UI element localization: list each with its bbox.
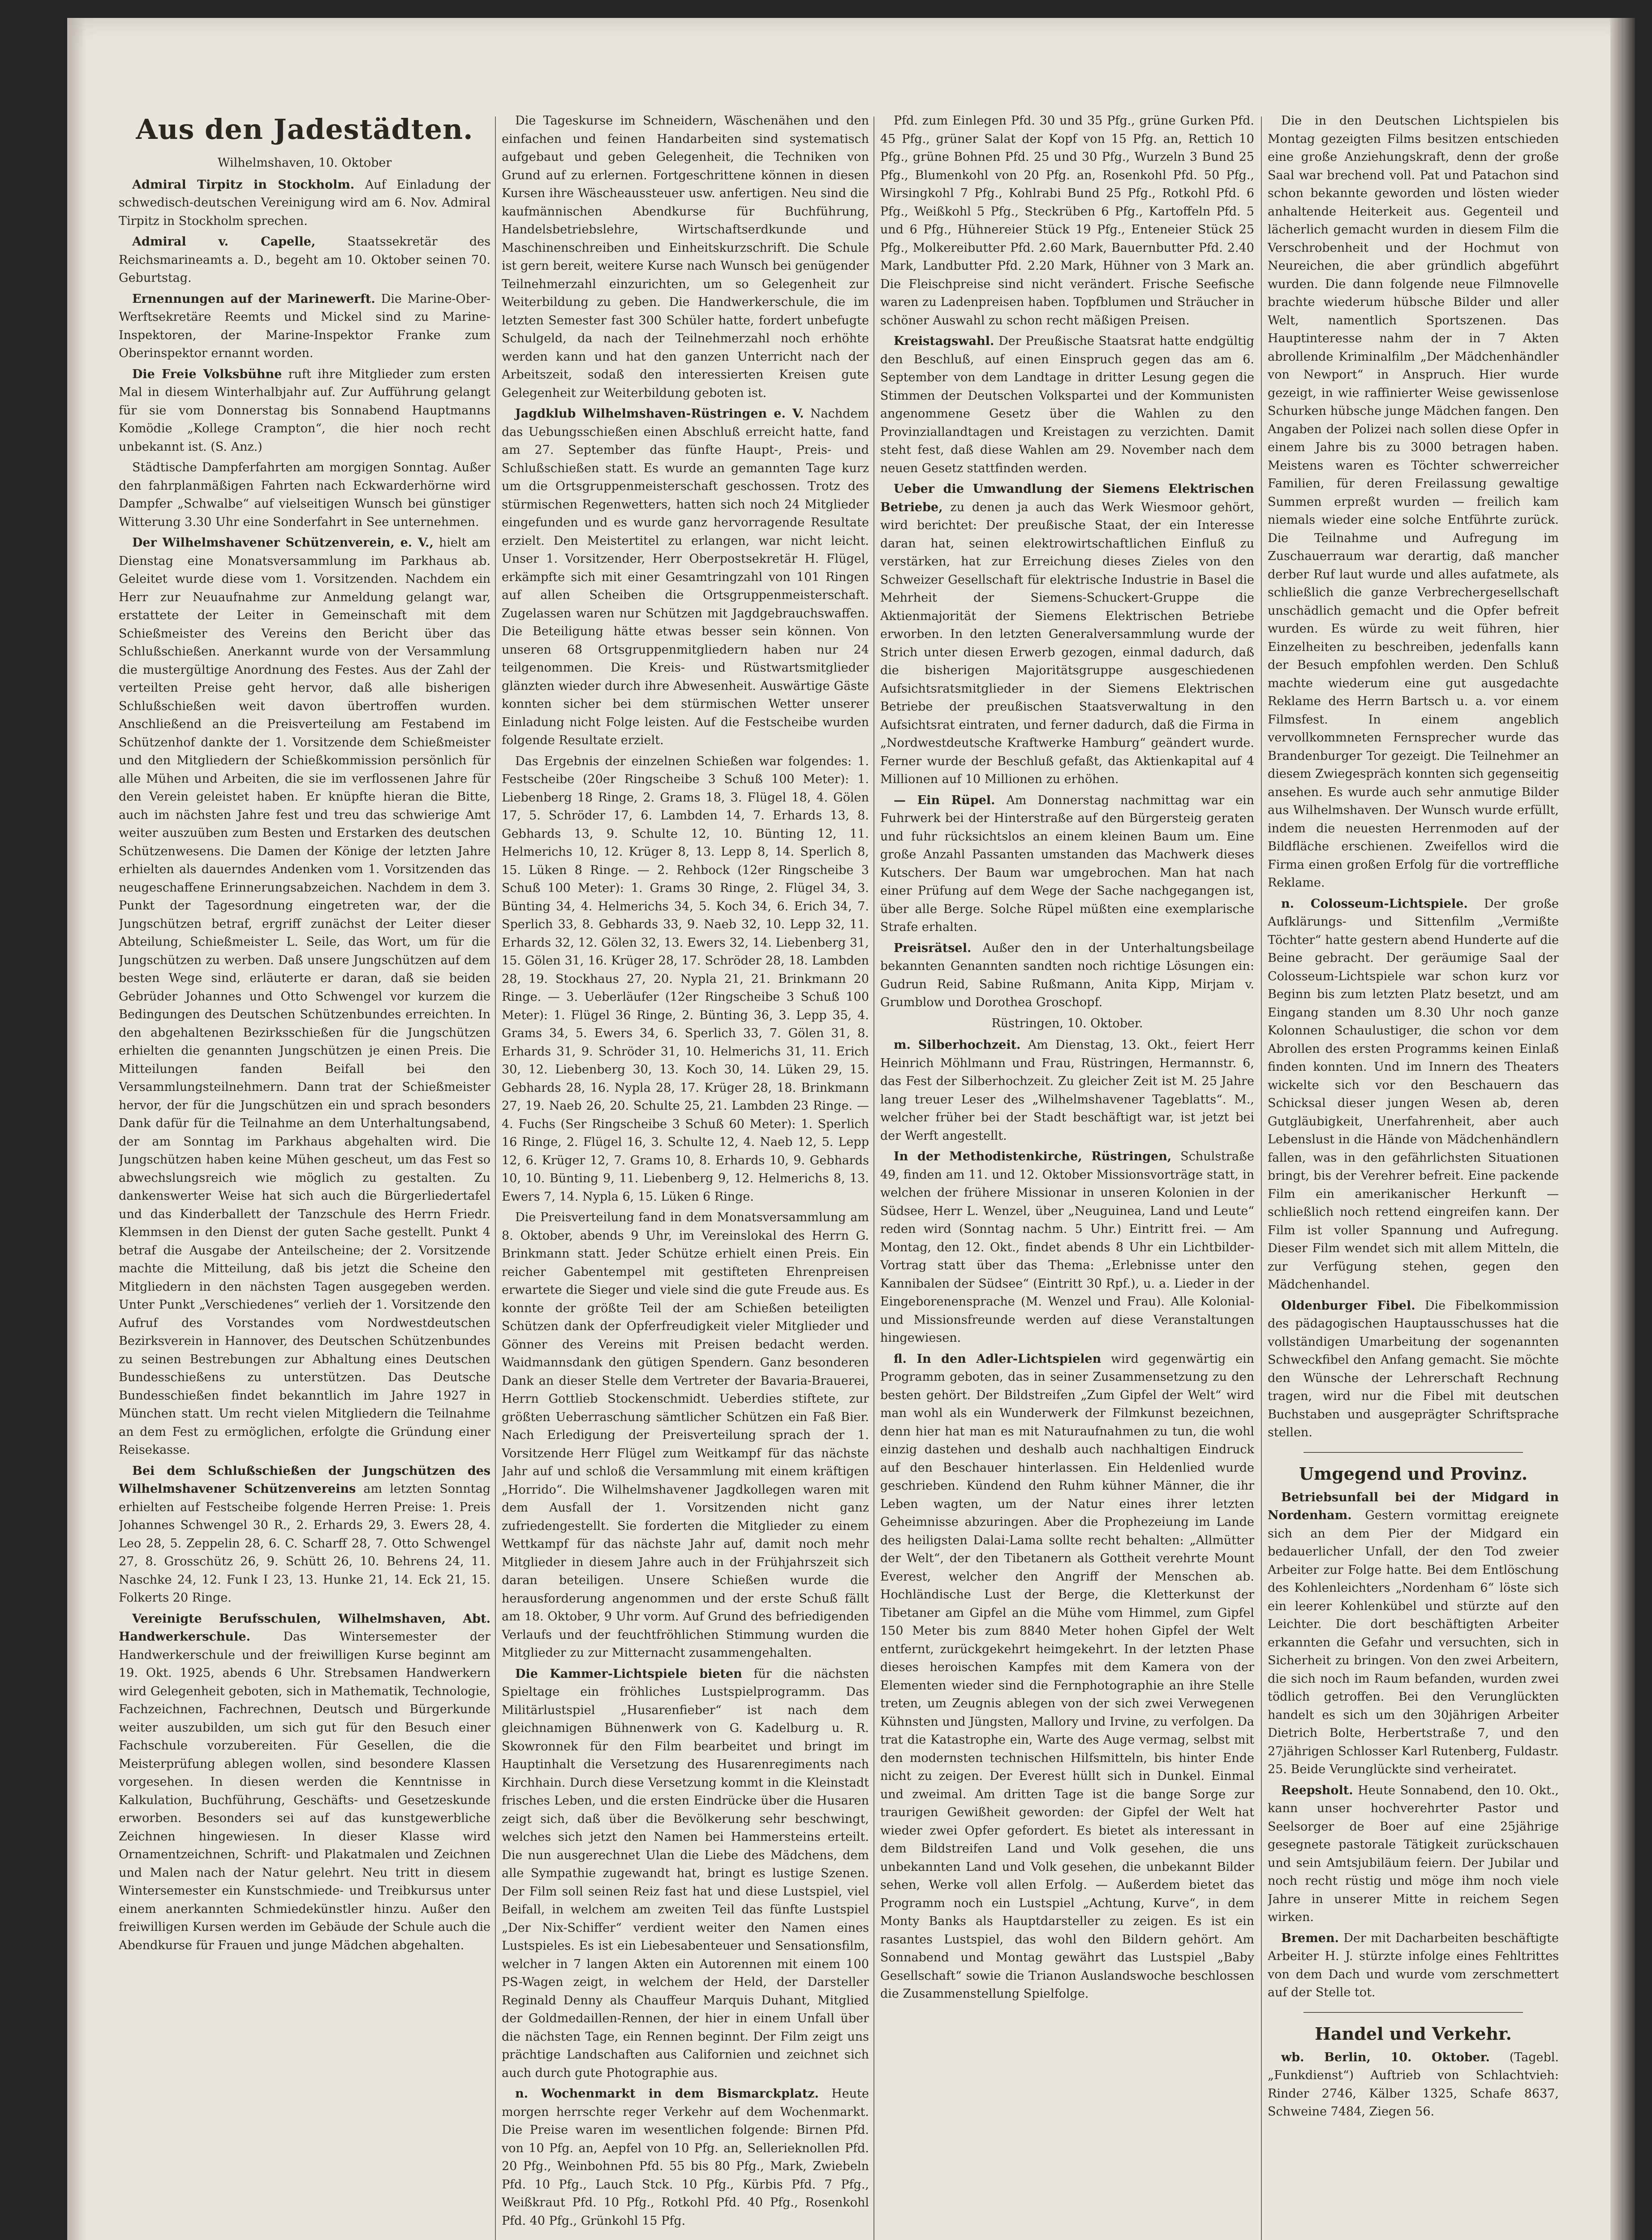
article-lead: n. Colosseum-Lichtspiele. [1281,896,1468,911]
article-lead: Die Kammer-Lichtspiele bieten [515,1667,742,1681]
article-text: zu denen ja auch das Werk Wiesmoor gehört, wird berichtet: Der preußische Staat, der ein Interesse daran hat, seinen elektrowirtschaftlichen Einfluß zu verstärken, hat zur Erreichung dieses Zieles von den Schweizer Gesellschaft für elektrische Industrie in Basel die Mehrheit der Siemens-Schuckert-Gruppe die Aktienmajorität der Siemens Elektrischen Betriebe erworben. In den letzten Generalversammlung wurde der Strich unter diesen Erwerb gezogen, einmal dadurch, daß die bisherigen Majoritätsgruppe ausgeschiedenen Aufsichtsratsmitglieder in der Siemens Elektrischen Betriebe der preußischen Staatsverwaltung in den Aufsichtsrat eintraten, und ferner dadurch, daß die Firma in „Nordwestdeutsche Kraftwerke Hamburg“ geändert wurde. Ferner wurde der Beschluß gefaßt, das Aktienkapital auf 4 Millionen auf 10 Millionen zu erhöhen. [880,500,1254,786]
article-paragraph [119,534,490,1460]
article-text: Die Marine-Ober-Werftsekretäre Reemts und Mickel sind zu Marine-Inspektoren, der Marine-Inspektor Franke zum Oberinspektor ernannt worden. [119,292,490,360]
column-3 [880,112,1254,2240]
article-text: Am Donnerstag nachmittag war ein Fuhrwerk bei der Hinterstraße auf den Bürgersteig geraten und fuhr rücksichtslos an einem kleinen Baum um. Eine große Anzahl Passanten umstanden das Machwerk dieses Kutschers. Der Baum war umgebrochen. Man hat nach einer Prüfung auf dem Wege der Sache nachgegangen ist, über alle Berge. Solche Rüpel müßten eine exemplarische Strafe erhalten. [880,793,1254,934]
article-lead: Ueber die Umwandlung der Siemens Elektrischen Betriebe, [880,482,1254,514]
article-lead: wb. Berlin, 10. Oktober. [1281,2050,1490,2064]
column-2-articles [502,112,869,2230]
article-text: Außer den in der Unterhaltungsbeilage bekannten Genannten sandten noch richtige Lösungen ein: Gudrun Reid, Sabine Rußmann, Anita Kipp, Mirjam v. Grumblow und Dorothea Groschopf. [880,941,1254,1009]
article-lead: Vereinigte Berufsschulen, Wilhelmshaven, Abt. Handwerkerschule. [119,1611,490,1644]
article-lead: Die Freie Volksbühne [132,367,282,381]
article-paragraph [502,2085,869,2230]
dateline: Rüstringen, 10. Oktober. [991,1016,1143,1030]
article-text: Heute morgen herrschte reger Verkehr auf dem Wochenmarkt. Die Preise waren im wesentlichen folgende: Birnen Pfd. von 10 Pfg. an, Aepfel von 10 Pfg. an, Sellerieknollen Pfd. 20 Pfg., Weinbohnen Pfd. 55 bis 80 Pfg., Mark, Zwiebeln Pfd. 10 Pfg., Lauch Stck. 10 Pfg., Kürbis Pfd. 7 Pfg., Weißkraut Pfd. 10 Pfg., Rotkohl Pfd. 40 Pfg., Rosenkohl Pfd. 40 Pfg., Grünkohl 15 Pfg. [502,2087,869,2228]
article-text: Der große Aufklärungs- und Sittenfilm „Vermißte Töchter“ hatte gestern abend Hunderte auf die Beine gebracht. Der geräumige Saal der Colosseum-Lichtspiele war schon kurz vor Beginn bis zum letzten Platz besetzt, und am Eingang standen um 8.30 Uhr noch ganze Kolonnen Schaulustiger, die schon vor dem Abrollen des ersten Programms keinen Einlaß finden konnten. Und im Innern des Theaters wickelte sich vor den Beschauern das Schicksal dieser jungen Wesen ab, deren Gutgläubigkeit, Unerfahrenheit, aber auch Lebenslust in die Hände von Mädchenhändlern fallen, was in den gefährlichsten Situationen bringt, bis der Verehrer befreit. Eine packende Film ein amerikanischer Herkunft — schließlich noch rettend eingreifen kann. Der Film ist voller Spannung und Aufregung. Dieser Film wendet sich mit allem Mitteln, die zur Verfügung stehen, gegen den Mädchenhandel. [1268,896,1559,1292]
section-heading: Handel und Verkehr. [1315,2023,1512,2044]
article-paragraph [119,366,490,457]
article-lead: m. Silberhochzeit. [894,1038,1021,1052]
article-paragraph [119,233,490,288]
article-paragraph [119,1610,490,1955]
article-paragraph [880,112,1254,330]
article-text: Am Dienstag, 13. Okt., feiert Herr Heinrich Möhlmann und Frau, Rüstringen, Hermannstr. 6, das Fest der Silberhochzeit. Zu gleicher Zeit ist M. 25 Jahre lang treuer Leser des „Wilhelmshavener Tageblatts“. M., welcher früher bei der Stadt beschäftigt war, ist jetzt bei der Werft angestellt. [880,1038,1254,1143]
article-paragraph [119,176,490,231]
article-lead: Admiral Tirpitz in Stockholm. [132,177,355,192]
article-text: Der mit Dacharbeiten beschäftigte Arbeiter H. J. stürzte infolge eines Fehltrittes von dem Dach und wurde vom zerschmettert auf der Stelle tot. [1268,1931,1559,1999]
article-text: Heute Sonnabend, den 10. Okt., kann unser hochverehrter Pastor und Seelsorger de Boer auf eine 25jährige gesegnete pastorale Tätigkeit zurückschauen und sein Amtsjubiläum feiern. Der Jubilar und noch recht rüstig und möge ihm noch viele Jahre in unserer Mitte in reichem Segen wirken. [1268,1783,1559,1924]
article-text: Städtische Dampferfahrten am morgigen Sonntag. Außer den fahrplanmäßigen Fahrten nach Eckwarderhörne wird Dampfer „Schwalbe“ auf vielseitigen Wunsch bei günstiger Witterung 3.30 Uhr eine Sonderfahrt in See unternehmen. [119,461,490,529]
article-paragraph [1268,1489,1559,1779]
article-lead: Bremen. [1281,1931,1339,1945]
article-text: Der Preußische Staatsrat hatte endgültig den Beschluß, auf einen Einspruch gegen das am 6. September von dem Landtage in dritter Lesung gegen die Stimmen der Deutschen Volkspartei und der Kommunisten angenommene Gesetz über die Wahlen zu den Provinziallandtagen und Kreistagen zu verzichten. Damit steht fest, daß diese Wahlen am 29. November nach dem neuen Gesetz stattfinden werden. [880,334,1254,475]
article-paragraph [880,480,1254,789]
section-title: Aus den Jadestädten. [136,113,473,146]
article-text: für die nächsten Spieltage ein fröhliches Lustspielprogramm. Das Militärlustspiel „Husarenfieber“ ist nach dem gleichnamigen Bühnenwerk von G. Kadelburg u. R. Skowronnek für den Film bearbeitet und bringt im Hauptinhalt die Versetzung des Husarenregiments nach Kirchhain. Durch diese Versetzung kommt in die Kleinstadt frisches Leben, und die ersten Eindrücke über die Husaren zeigt sich, daß über die Bevölkerung sehr beschwingt, welches sich jetzt den Namen bei Hammersteins erteilt. Die nun ausgerechnet Ulan die Liebe des Mädchens, dem alle Sympathie zugewandt hat, bringt es lustige Szenen. Der Film soll seinen Reiz fast hat und diese Lustspiel, viel Beifall, in welchem am zweiten Teil das fünfte Lustspiel „Der Nix-Schiffer“ verdient weiter den Namen eines Lustspieles. Es ist ein Liebesabenteuer und Sensationsfilm, welcher in 7 langen Akten ein Autorennen mit einem 100 PS-Wagen zeigt, in welchem der Held, der Darsteller Reginald Denny als Chauffeur Marquis Duhant, Mitglied der Goldmedaillen-Rennen, der hier in einem Unfall über die nächsten Tage, ein Rennen beginnt. Der Film zeigt uns prächtige Landschaften aus Californien und zeichnet sich auch durch gute Photographie aus. [502,1667,869,2080]
article-paragraph [502,112,869,402]
column-rule [873,116,874,2240]
article-paragraph [880,1350,1254,2003]
article-text: Die Fibelkommission des pädagogischen Hauptausschusses hat die vollständigen Umarbeitung der sogenannten Schweckfibel den Anfang gemacht. Sie möchte den Wünsche der Lehrerschaft Rechnung tragen, wird nur die Fibel mit deutschen Buchstaben und ausgeprägter Schriftsprache stellen. [1268,1298,1559,1439]
article-lead: In der Methodistenkirche, Rüstringen, [894,1150,1172,1163]
column-1 [119,112,490,2240]
column-2 [502,112,869,2240]
article-paragraph [502,1665,869,2083]
article-paragraph [1268,112,1559,892]
section-divider [1304,1452,1523,1453]
column-1-articles [119,176,490,1955]
article-lead: Der Wilhelmshavener Schützenverein, e. V., [132,536,434,550]
article-paragraph [502,753,869,1206]
article-text: Nachdem das Uebungsschießen einen Abschluß erreicht hatte, fand am 27. September das fünfte Haupt-, Preis- und Schlußschießen statt. Es wurde an gemannten Tage kurz um die Ortsgruppenmeisterschaft geschossen. Trotz des stürmischen Regenwetters, hatten sich noch 24 Mitglieder eingefunden und es wurde ganz hervorragende Resultate erzielt. Den Meistertitel zu erlangen, war nicht leicht. Unser 1. Vorsitzender, Herr Oberpostsekretär H. Flügel, erkämpfte sich mit einer Gesamtringzahl von 101 Ringen auf allen Scheiben die Ortsgruppenmeisterschaft. Zugelassen waren nur Schützen mit Jagdgebrauchswaffen. Die Beteiligung hätte etwas besser sein können. Von unseren 68 Ortsgruppenmitgliedern haben nur 24 teilgenommen. Die Kreis- und Rüstwartsmitglieder glänzten wieder durch ihre Abwesenheit. Auswärtige Gäste konnten sicher bei dem stürmischen Wetter unserer Einladung nicht Folge leisten. Auf die Festscheibe wurden folgende Resultate erzielt. [502,407,869,747]
column-4 [1268,112,1559,2240]
article-text: Pfd. zum Einlegen Pfd. 30 und 35 Pfg., grüne Gurken Pfd. 45 Pfg., grüner Salat der Kopf von 15 Pfg. an, Rettich 10 Pfg., grüne Bohnen Pfd. 25 und 30 Pfg., Wurzeln 3 Bund 25 Pfg., Blumenkohl von 20 Pfg. an, Rosenkohl Pfd. 50 Pfg., Wirsingkohl 7 Pfg., Kohlrabi Bund 25 Pfg., Rotkohl Pfd. 6 Pfg., Weißkohl 5 Pfg., Steckrüben 6 Pfg., Kartoffeln Pfd. 5 und 6 Pfg., Hühnereier Stück 19 Pfg., Enteneier Stück 25 Pfg., Molkereibutter Pfd. 2.60 Mark, Bauernbutter Pfd. 2.40 Mark, Landbutter Pfd. 2.20 Mark, Hühner von 3 Mark an. Die Fleischpreise sind nicht verändert. Frische Seefische waren zu Ladenpreisen haben. Topfblumen und Sträucher in schöner Auswahl zu schon recht mäßigen Preisen. [880,114,1254,327]
article-text: hielt am Dienstag eine Monatsversammlung im Parkhaus ab. Geleitet wurde diese vom 1. Vorsitzenden. Nachdem ein Herr zur Neuaufnahme zur Anmeldung gelangt war, erstattete der Leiter in Gemeinschaft mit dem Schießmeister des Vereins den Bericht über das Schlußschießen. Anerkannt wurde von der Versammlung die mustergültige Anordnung des Festes. Aus der Zahl der verteilten Preise geht hervor, daß alle bisherigen Schlußschießen weit davon übertroffen wurden. Anschließend an die Preisverteilung am Festabend im Schützenhof dankte der 1. Vorsitzende dem Schießmeister und den Mitgliedern der Schießkommission persönlich für alle Mühen und Arbeiten, die sie im verflossenen Jahre für den Verein geleistet haben. Er knüpfte hieran die Bitte, auch im nächsten Jahre fest und treu das schwierige Amt weiter auszuüben zum Besten und Erstarken des deutschen Schützenwesens. Die Damen der Könige der letzten Jahre erhielten als dauerndes Andenken vom 1. Vorsitzenden das neugeschaffene Erinnerungsabzeichen. Nachdem in dem 3. Punkt der Tagesordnung eingetreten war, der die Jungschützen betraf, ergriff zunächst der Leiter dieser Abteilung, Schießmeister L. Seile, das Wort, um für die Jungschützen zu werben. Daß unsere Jungschützen auf dem besten Wege sind, erläuterte er daran, daß sie beiden Gebrüder Johannes und Otto Schwengel vor kurzem die Bedingungen des Deutschen Schützenbundes erreichten. In den abgehaltenen Bezirksschießen für die Jungschützen erhielten die genannten Jungschützen je einen Preis. Die Mitteilungen fanden Beifall bei den Versammlungsteilnehmern. Dann trat der Schießmeister hervor, der für die Jungschützen ein und sprach besonders Dank dafür für die Teilnahme an dem Unterhaltungsabend, der am Sonntag im Parkhaus abgehalten wird. Die Jungschützen haben keine Mühen gescheut, um das Fest so abwechslungsreich wie möglich zu gestalten. Zu dankenswerter Weise hat sich auch die Bürgerliedertafel und das Kinderballett der Tanzschule des Herrn Friedr. Klemmsen in den Dienst der guten Sache gestellt. Punkt 4 betraf die Ausgabe der Anteilscheine; der 2. Vorsitzende machte die Mitteilung, daß bis jetzt die Scheine den Mitgliedern in den nächsten Tagen ausgegeben werden. Unter Punkt „Verschiedenes“ verlieh der 1. Vorsitzende den Aufruf des Vorstandes vom Nordwestdeutschen Bezirksverein in Hannover, des Deutschen Schützenbundes zu seinen Bestrebungen zur Abhaltung eines Deutschen Bundesschießens zu unterstützen. Das Deutsche Bundesschießen findet bekanntlich im Jahre 1927 in München statt. Um recht vielen Mitgliedern die Teilnahme an dem Fest zu ermöglichen, erfolgte die Gründung einer Reisekasse. [119,536,490,1457]
article-lead: Ernennungen auf der Marinewerft. [132,292,375,306]
column-4-articles [1268,112,1559,2121]
article-lead: — Ein Rüpel. [894,793,995,807]
article-paragraph [1268,1297,1559,1442]
column-rule [495,116,496,2240]
article-paragraph [119,290,490,363]
article-text: wird gegenwärtig ein Programm geboten, das in seiner Zusammensetzung zu den besten gehört. Der Bildstreifen „Zum Gipfel der Welt“ wird man wohl als ein Wunderwerk der Filmkunst bezeichnen, denn hier hat man es mit Naturaufnahmen zu tun, die wohl einzig dastehen und deshalb auch nachhaltigen Eindruck auf den Beschauer hinterlassen. Ein Heldenlied wurde geschrieben. Kündend den Ruhm kühner Männer, die ihr Leben wagten, um der Natur eines ihrer letzten Geheimnisse abzuringen. Aber die Prophezeiung im Lande des heiligsten Dalai-Lama sollte recht behalten: „Allmütter der Welt“, der den Tibetanern als Gottheit verehrte Mount Everest, welcher den Angriff der Menschen ab. Hochländische Lust der Berge, die Kletterkunst der Tibetaner am Gipfel an die Mühe vom Himmel, zum Gipfel 150 Meter bis zum 8840 Meter hohen Gipfel der Welt entfernt, zurückgekehrt heimgekehrt. In der letzten Phase dieses heroischen Kampfes mit dem Kamera von der Elementen wieder sind die Fernphotographie an ihre Stelle treten, um Zeugnis ablegen von der sich zwei Verwegenen Kühnsten und Jüngsten, Mallory und Irvine, zu verfolgen. Da trat die Katastrophe ein, Warte des Auge vermag, selbst mit den modernsten technischen Hilfsmitteln, bis hinter Ende nicht zu zeigen. Der Everest hüllt sich in Dunkel. Einmal und zweimal. Am dritten Tage ist die bange Sorge zur traurigen Gewißheit geworden: der Gipfel der Welt hat wieder zwei Opfer gefordert. Es bietet als interessant in dem Bildstreifen Land und Volk gesehen, die uns unbekannten Land und Volk gesehen, die unbekannt Bilder sehen, Werke voll allen Erfolg. — Außerdem bietet das Programm noch ein Lustspiel „Achtung, Kurve“, in dem Monty Banks als Hauptdarsteller zu zeigen. Es ist ein rasantes Lustspiel, das wohl den Bildern gehört. Am Sonnabend und Montag gewährt das Lustspiel „Baby Gesellschaft“ sowie die Trianon Auslandswoche beschlossen die Zusammenstellung Spielfolge. [880,1352,1254,2001]
article-text: Auf Einladung der schwedisch-deutschen Vereinigung wird am 6. Nov. Admiral Tirpitz in Stockholm sprechen. [119,177,490,228]
dateline: Wilhelmshaven, 10. Oktober [217,156,392,170]
article-text: Die in den Deutschen Lichtspielen bis Montag gezeigten Films besitzen entschieden eine große Anziehungskraft, denn der große Saal war brechend voll. Pat und Patachon sind schon bekannte geworden und lösten wieder anhaltende Heiterkeit aus. Gegenteil und lächerlich gemacht wurden in diesem Film die Verschrobenheit und der Hochmut von Neureichen, die aber gründlich abgeführt wurden. Die dann folgende neue Filmnovelle brachte wiederum hübsche Bilder und aller Welt, namentlich Sportszenen. Das Hauptinteresse nahm der in 7 Akten abrollende Kriminalfilm „Der Mädchenhändler von Newport“ in Anspruch. Hier wurde gezeigt, in wie raffinierter Weise gewissenlose Schurken hübsche junge Mädchen fangen. Den Angaben der Polizei nach sollen diese Opfer in einem Jahre bis zu 3000 betragen haben. Meistens waren es Töchter schwerreicher Familien, für deren Freilassung gewaltige Summen erpreßt wurden — freilich kam niemals wieder eine solche Entführte zurück. Die Teilnahme und Aufregung im Zuschauerraum war derartig, daß mancher derber Ruf laut wurde und alles aufatmete, als schließlich die ganze Verbrechergesellschaft unschädlich gemacht und die Opfer befreit wurden. Es würde zu weit führen, hier Einzelheiten zu beschreiben, jedenfalls kann der Besuch empfohlen werden. Den Schluß machte wiederum eine gut ausgedachte Reklame des Herrn Bartsch u. a. vor einem Filmsfest. In einem angeblich vervollkommneten Fernsprecher wurde das Brandenburger Tor gezeigt. Die Teilnehmer an diesem Zwiegespräch konnten sich gegenseitig ansehen. Es wurde auch sehr anmutige Bilder aus Wilhelmshaven. Der Wunsch wurde erfüllt, indem die neuesten Herrenmoden auf der Bildfläche erschienen. Zweifellos wird die Firma einen großen Erfolg für die vortreffliche Reklame. [1268,114,1559,890]
article-text: Schulstraße 49, finden am 11. und 12. Oktober Missionsvorträge statt, in welchen der frühere Missionar in unseren Kolonien in der Südsee, Herr L. Wenzel, über „Neuguinea, Land und Leute“ reden wird (Sonntag nachm. 5 Uhr.) Eintritt frei. — Am Montag, den 12. Okt., findet abends 8 Uhr ein Lichtbilder-Vortrag statt über das Thema: „Erlebnisse unter den Kannibalen der Südsee“ (Eintritt 30 Rpf.), u. a. Lieder in der Eingeborenensprache (M. Wenzel und Frau). Alle Kolonial- und Missionsfreunde werden auf diese Veranstaltungen hingewiesen. [880,1150,1254,1345]
column-rule [1261,116,1262,2240]
article-lead: Preisrätsel. [894,941,972,955]
article-lead: Kreistagswahl. [894,334,994,348]
article-text: ruft ihre Mitglieder zum ersten Mal in diesem Winterhalbjahr auf. Zur Aufführung gelangt für sie vom Donnerstag bis Sonnabend Hauptmanns Komödie „Kollege Crampton“, die hier noch recht unbekannt ist. (S. Anz.) [119,367,490,454]
article-paragraph [502,1209,869,1663]
article-lead: Oldenburger Fibel. [1281,1298,1415,1313]
article-lead: Jagdklub Wilhelmshaven-Rüstringen e. V. [515,407,804,421]
binding-spine [1610,18,1635,2240]
article-paragraph [880,332,1254,478]
article-lead: Admiral v. Capelle, [132,235,316,249]
article-paragraph [119,459,490,531]
article-paragraph [1268,1930,1559,2002]
article-lead: Betriebsunfall bei der Midgard in Nordenham. [1268,1490,1559,1522]
article-text: (Tagebl. „Funkdienst“) Auftrieb von Schlachtvieh: Rinder 2746, Kälber 1325, Schafe 8637, Schweine 7484, Ziegen 56. [1268,2050,1559,2119]
article-paragraph [880,939,1254,1012]
page-number: 2 [18,148,27,164]
section-divider [1304,2012,1523,2013]
article-lead: Bei dem Schlußschießen der Jungschützen des Wilhelmshavener Schützenvereins [119,1464,490,1496]
article-paragraph [1268,1782,1559,1927]
column-3-articles [880,112,1254,2003]
article-text: Staatssekretär des Reichsmarineamts a. D., begeht am 10. Oktober seinen 70. Geburtstag. [119,235,490,285]
article-text: Das Wintersemester der Handwerkerschule und der freiwilligen Kurse beginnt am 19. Okt. 1925, abends 6 Uhr. Strebsamen Handwerkern wird Gelegenheit geboten, sich in Mathematik, Technologie, Fachzeichnen, Fachrechnen, Deutsch und Bürgerkunde weiter auszubilden, um sich gut für den Besuch einer Fachschule vorzubereiten. Für Gesellen, die die Meisterprüfung ablegen wollen, sind besondere Klassen vorgesehen. In diesen werden die Kenntnisse in Kalkulation, Buchführung, Geschäfts- und Gesetzeskunde erworben. Besonders sei auf das kunstgewerbliche Zeichnen hingewiesen. In dieser Klasse wird Ornamentzeichnen, Schrift- und Plakatmalen und Zeichnen und Malen nach der Natur gelehrt. Neu tritt in diesem Wintersemester ein Kunstschmiede- und Treibkursus unter einem anerkannten Schmiedekünstler hinzu. Außer den freiwilligen Kursen werden im Gebäude der Schule auch die Abendkurse für Frauen und junge Mädchen abgehalten. [119,1630,490,1952]
article-text: am letzten Sonntag erhielten auf Festscheibe folgende Herren Preise: 1. Preis Johannes Schwengel 30 R., 2. Erhards 29, 3. Ewers 28, 4. Leo 28, 5. Zeppelin 28, 6. C. Scharff 28, 7. Otto Schwengel 27, 8. Grosschütz 26, 9. Schütt 26, 10. Behrens 24, 11. Naschke 24, 12. Funk I 23, 13. Hunke 21, 14. Eck 21, 15. Folkerts 20 Ringe. [119,1482,490,1605]
article-text: Gestern vormittag ereignete sich an dem Pier der Midgard ein bedauerlicher Unfall, der den Tod zweier Arbeiter zur Folge hatte. Bei dem Entlöschung des Kohlenleichters „Nordenham 6“ löste sich ein leerer Kohlenkübel und stürzte auf den Leichter. Die dort beschäftigten Arbeiter erkannten die Gefahr und versuchten, sich in Sicherheit zu bringen. Von den zwei Arbeitern, die sich noch im Raum befanden, wurden zwei tödlich getroffen. Bei den Verunglückten handelt es sich um den 30jährigen Arbeiter Dietrich Bolte, Herbertstraße 7, und den 27jährigen Schlosser Karl Rutenberg, Fuldastr. 25. Beide Verunglückte sind verheiratet. [1268,1508,1559,1776]
article-lead: Reepsholt. [1281,1783,1353,1797]
section-heading: Umgegend und Provinz. [1299,1463,1528,1484]
article-paragraph [880,792,1254,937]
page-edge-shadow [67,18,85,2240]
article-paragraph [880,1036,1254,1145]
article-text: Die Tageskurse im Schneidern, Wäschenähen und den einfachen und feinen Handarbeiten sind systematisch aufgebaut und geben Gelegenheit, die Techniken von Grund auf zu erlernen. Fortgeschrittene können in diesen Kursen ihre Wäscheaussteuer usw. anfertigen. Neu sind die kaufmännischen Abendkurse für Buchführung, Handelsbetriebslehre, Wirtschaftserdkunde und Maschinenschreiben und Einheitskurzschrift. Die Schule ist gern bereit, weitere Kurse nach Wunsch bei genügender Teilnehmerzahl einzurichten, um so Gelegenheit zur Weiterbildung zu geben. Die Handwerkerschule, die im letzten Semester fast 300 Schüler hatte, fordert unbefugte Schulgeld, da nach der Teilnehmerzahl noch erhöhte werden kann und hat den ganzen Unterricht nach der Arbeitszeit, sodaß den interessierten Kreisen gute Gelegenheit zur Weiterbildung geboten ist. [502,114,869,400]
article-lead: fl. In den Adler-Lichtspielen [894,1352,1101,1366]
article-paragraph [119,1462,490,1607]
article-paragraph [1268,2049,1559,2121]
article-text: Das Ergebnis der einzelnen Schießen war folgendes: 1. Festscheibe (20er Ringscheibe 3 Schuß 100 Meter): 1. Liebenberg 18 Ringe, 2. Grams 18, 3. Flügel 18, 4. Gölen 17, 5. Schröder 17, 6. Lambden 14, 7. Erhards 13, 8. Gebhards 13, 9. Schulte 12, 10. Bünting 12, 11. Helmerichs 10, 12. Krüger 8, 13. Lepp 8, 14. Sperlich 8, 15. Lüken 8 Ringe. — 2. Rehbock (12er Ringscheibe 3 Schuß 100 Meter): 1. Grams 30 Ringe, 2. Flügel 34, 3. Bünting 34, 4. Helmerichs 34, 5. Koch 34, 6. Erich 34, 7. Sperlich 33, 8. Gebhards 33, 9. Naeb 32, 10. Lepp 32, 11. Erhards 32, 12. Gölen 32, 13. Ewers 32, 14. Liebenberg 31, 15. Gölen 31, 16. Krüger 28, 17. Schröder 28, 18. Lambden 28, 19. Stockhaus 27, 20. Nypla 21, 21. Brinkmann 20 Ringe. — 3. Ueberläufer (12er Ringscheibe 3 Schuß 100 Meter): 1. Flügel 36 Ringe, 2. Bünting 36, 3. Lepp 35, 4. Grams 34, 5. Ewers 34, 6. Sperlich 33, 7. Gölen 31, 8. Erhards 31, 9. Schröder 31, 10. Helmerichs 31, 11. Erich 30, 12. Liebenberg 30, 13. Koch 30, 14. Lüken 29, 15. Gebhards 28, 16. Nypla 28, 17. Krüger 28, 18. Brinkmann 27, 19. Naeb 26, 20. Schulte 25, 21. Lambden 23 Ringe. — 4. Fuchs (Ser Ringscheibe 3 Schuß 60 Meter): 1. Sperlich 16 Ringe, 2. Flügel 16, 3. Schulte 12, 4. Naeb 12, 5. Lepp 12, 6. Krüger 12, 7. Grams 10, 8. Erhards 10, 9. Gebhards 10, 10. Bünting 9, 11. Liebenberg 9, 12. Helmerichs 8, 13. Ewers 7, 14. Nypla 6, 15. Lüken 6 Ringe. [502,754,869,1204]
article-text: Die Preisverteilung fand in dem Monatsversammlung am 8. Oktober, abends 9 Uhr, im Vereinslokal des Herrn G. Brinkmann statt. Jeder Schütze erhielt einen Preis. Ein reicher Gabentempel mit gestifteten Ehrenpreisen erwartete die Sieger und viele sind die gute Freude aus. Es konnte der größte Teil der am Schießen beteiligten Schützen dank der Opferfreudigkeit vieler Mitglieder und Gönner des Vereins mit Preisen bedacht werden. Waidmannsdank den gütigen Spendern. Ganz besonderen Dank an dieser Stelle dem Vertreter der Bavaria-Brauerei, Herrn Gottlieb Stockenschmidt. Ueberdies stiftete, zur größten Ueberraschung sämtlicher Schützen ein Faß Bier. Nach Erledigung der Preisverteilung sprach der 1. Vorsitzende Herr Flügel zum Weitkampf für das nächste Jahr auf und schloß die Versammlung mit einem kräftigen „Horrido“. Die Wilhelmshavener Jagdkollegen waren mit dem Ausfall der 1. Vorsitzenden nicht ganz zufriedengestellt. Sie forderten die Mitglieder zu einem Wettkampf für das nächste Jahr auf, damit noch mehr Mitglieder in diesem Jahre auch in der Frühjahrszeit sich daran beteiligen. Unsere Schießen wurde die herausforderung angenommen und der erste Schuß fällt am 18. Oktober, 9 Uhr vorm. Auf Grund des befriedigenden Verlaufs und der feuchtfröhlichen Stimmung wurden die Mitglieder zu zur Mitternacht zusammengehalten. [502,1210,869,1660]
article-paragraph [1268,895,1559,1294]
article-paragraph [502,405,869,750]
article-paragraph [880,1148,1254,1348]
article-lead: n. Wochenmarkt in dem Bismarckplatz. [515,2087,819,2101]
